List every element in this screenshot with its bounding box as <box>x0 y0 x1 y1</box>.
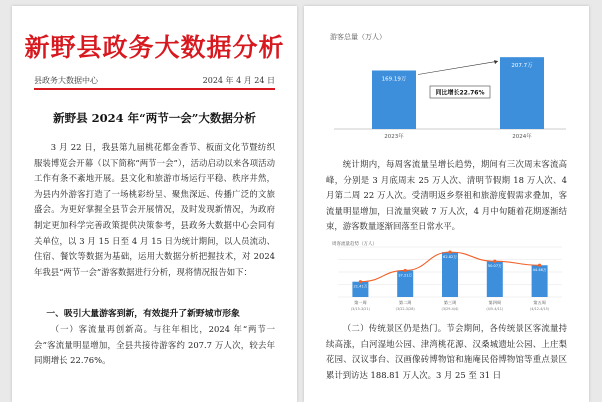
bar-value-label-0: 169.19万 <box>381 76 407 83</box>
masthead-title: 新野县政务大数据分析 <box>24 33 285 62</box>
weekly-value-label-0: 21.41万 <box>353 284 368 289</box>
weekly-date-label-1: (3/22-3/28) <box>395 307 415 311</box>
weekly-chart <box>330 239 566 317</box>
weekly-trend-point-1 <box>404 269 407 272</box>
weekly-value-label-2: 62.82万 <box>443 255 457 260</box>
document-page-right <box>304 6 589 402</box>
document-title: 新野县 2024 年“两节一会”大数据分析 <box>53 111 256 125</box>
weekly-trend-point-4 <box>538 264 541 267</box>
growth-annotation-text: 同比增长22.76% <box>435 89 485 97</box>
issuer-name: 县政务大数据中心 <box>34 76 98 85</box>
subsection-paragraph-1: （一）客流量再创新高。与往年相比，2024 年“两节一会”客流量明显增加，全县共接待游客约 207.7 万人次，较去年同期增长 22.76%。 <box>34 324 275 366</box>
issuer-date-line <box>34 75 275 86</box>
weekly-category-label-2: 第三周 <box>443 300 457 305</box>
issue-date: 2024 年 4 月 24 日 <box>202 76 275 85</box>
bar-value-label-1: 207.7万 <box>511 63 533 70</box>
bar-category-label-1: 2024年 <box>512 134 532 140</box>
growth-arrow-head <box>494 60 498 64</box>
weekly-trend-point-2 <box>448 251 451 254</box>
stats-paragraph: 统计期内，每周客流量呈增长趋势，期间有三次周末客流高峰，分别是 3 月底周末 25 万人次、清明节假期 18 万人次、4 月第二周 22 万人次。受清明返乡祭祖和旅游度假需求叠加，客流量明显增加，日流量突破 7 万人次，4 月中旬随着花期逐渐结束，游客数量逐渐回落至日常水平。 <box>326 159 567 232</box>
weekly-value-label-3: 50.07万 <box>487 264 502 269</box>
weekly-date-label-2: (3/29-4/4) <box>441 307 459 311</box>
document-page-left <box>12 6 297 402</box>
weekly-value-label-4: 44.46万 <box>532 268 547 273</box>
section-heading: 一、吸引大量游客到新，有效提升了新野城市形象 <box>46 309 240 319</box>
bar-chart <box>304 6 589 156</box>
weekly-category-label-0: 第一周 <box>354 300 367 305</box>
weekly-category-label-1: 第二周 <box>398 300 412 305</box>
subsection-paragraph-2: （二）传统景区仍是热门。节会期间，各传统景区客流量持续高涨，白河湿地公园、津湾桃花源、汉桑城遗址公园、上庄梨花园、汉议事台、汉画像砖博物馆和施庵民俗博物馆等重点景区累计到访达 188.81 万人次。3 月 25 至 31 日 <box>326 323 567 380</box>
weekly-category-label-4: 第五周 <box>533 300 546 305</box>
weekly-date-label-3: (4/5-4/11) <box>486 307 504 311</box>
weekly-trend-point-3 <box>493 260 496 263</box>
weekly-chart-title: 周客流量趋势（万人） <box>332 242 377 247</box>
weekly-trend-point-0 <box>359 280 362 283</box>
red-divider <box>34 88 275 90</box>
weekly-date-label-4: (4/12-4/15) <box>530 307 550 311</box>
intro-paragraph: 3 月 22 日，我县第九届桃花都金香节、板面文化节暨纺织服装博览会开幕（以下简称“两节一会”），活动启动以来各项活动工作有条不紊地开展。县文化和旅游市场运行平稳、秩序井然，为县内外游客打造了一场桃彩纷呈、聚焦深远、传播广泛的文旅盛会。为更好掌握全县节会开展情况，及时发现新情况，为政府制定更加科学完善政策提供决策参考，县政务大数据中心会同有关单位，以 3 月 15 日至 4 月 15 日为统计期间，以人员流动、住宿、餐饮等数据为基础，运用大数据分析把握技术，对 2024 年我县“两节一会”游客数据进行分析，现将情况报告如下： <box>34 142 275 277</box>
bar-category-label-0: 2023年 <box>384 134 404 140</box>
bar-chart-title: 游客总量（万人） <box>330 33 386 41</box>
weekly-value-label-1: 37.21万 <box>398 273 413 278</box>
weekly-date-label-0: (3/15-3/21) <box>350 307 370 311</box>
weekly-category-label-3: 第四周 <box>488 300 502 305</box>
weekly-chart-container <box>330 239 566 317</box>
growth-arrow-line <box>418 61 498 74</box>
